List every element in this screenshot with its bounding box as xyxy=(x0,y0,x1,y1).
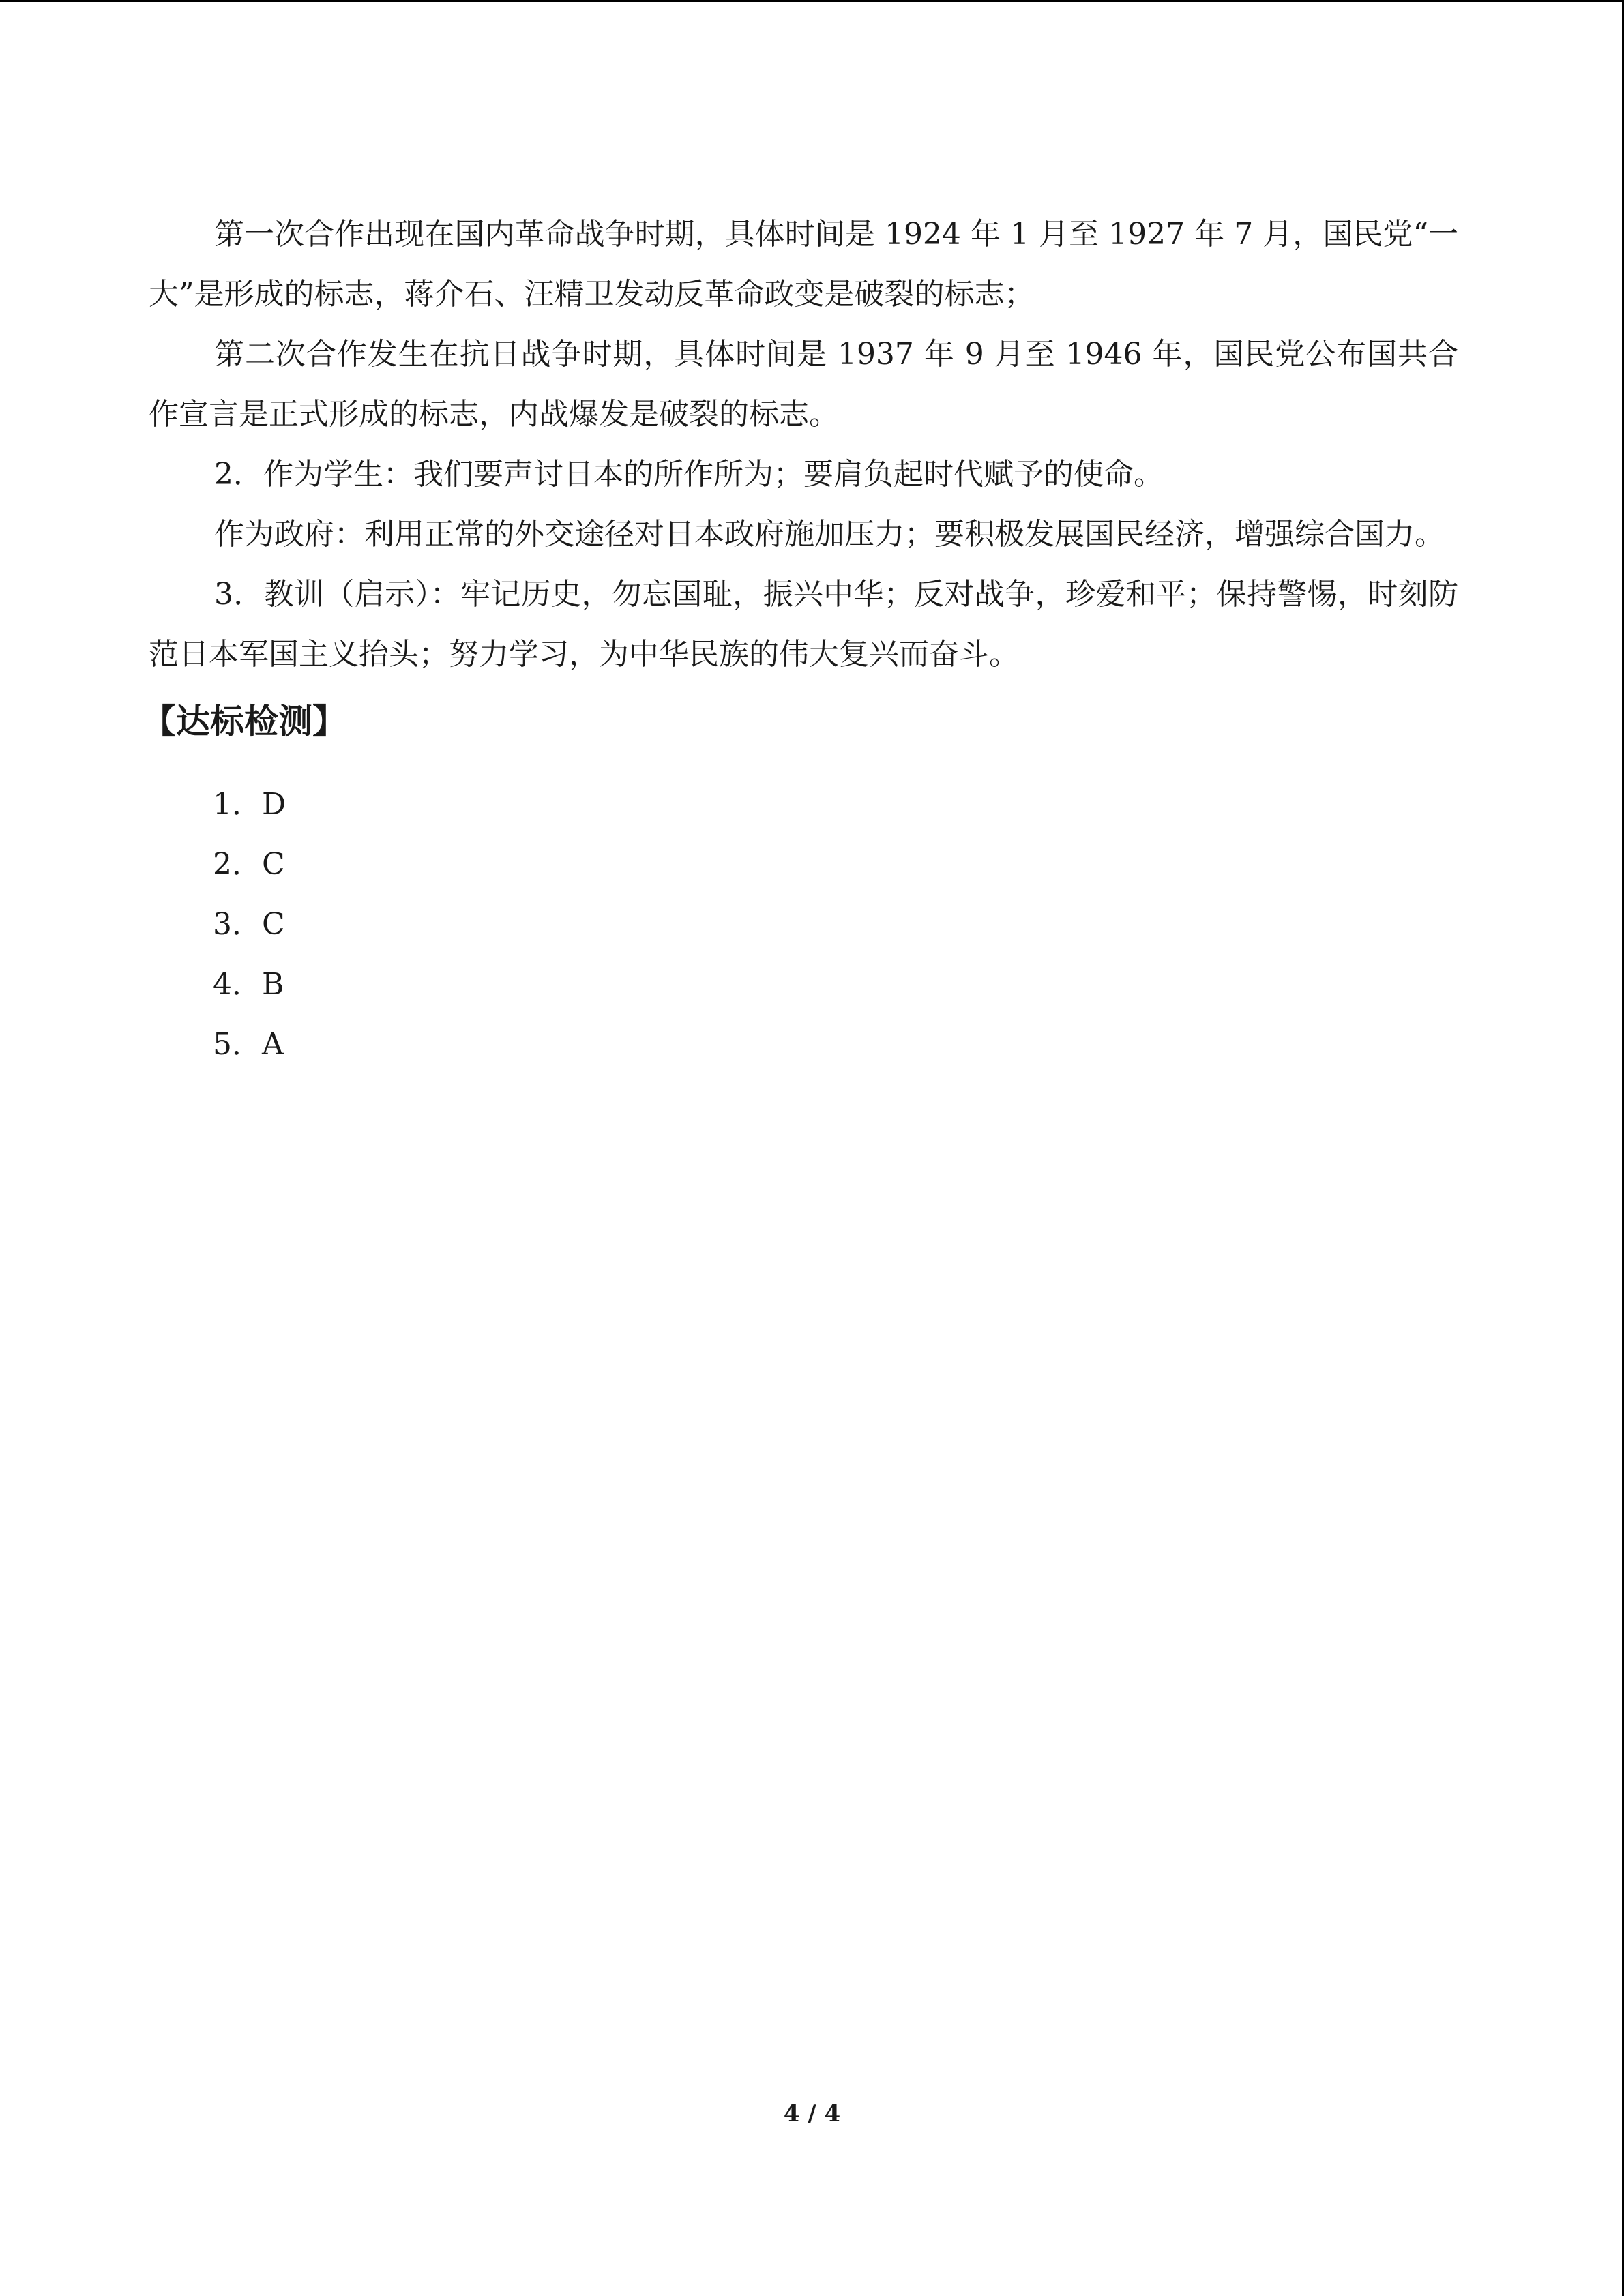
paragraph-student-role: 2．作为学生：我们要声讨日本的所作所为；要肩负起时代赋予的使命。 xyxy=(214,457,1164,492)
answer-item-1: 1．D xyxy=(213,787,286,822)
section-heading-assessment: 【达标检测】 xyxy=(142,702,346,741)
document-body xyxy=(142,205,1458,1075)
page-number: 4 / 4 xyxy=(783,2100,841,2128)
paragraph-lessons: 3．教训（启示）：牢记历史，勿忘国耻，振兴中华；反对战争，珍爱和平；保持警惕，时刻防范日本军国主义抬头；努力学习，为中华民族的伟大复兴而奋斗。 xyxy=(149,577,1458,672)
paragraph-government-role: 作为政府：利用正常的外交途径对日本政府施加压力；要积极发展国民经济，增强综合国力。 xyxy=(214,517,1445,552)
answer-item-2: 2．C xyxy=(213,847,285,882)
answer-item-3: 3．C xyxy=(213,907,285,942)
paragraph-second-cooperation: 第二次合作发生在抗日战争时期，具体时间是 1937 年 9 月至 1946 年，国民党公布国共合作宣言是正式形成的标志，内战爆发是破裂的标志。 xyxy=(149,337,1458,432)
answer-item-4: 4．B xyxy=(213,967,284,1002)
paragraph-first-cooperation: 第一次合作出现在国内革命战争时期，具体时间是 1924 年 1 月至 1927 年 7 月，国民党“一大”是形成的标志，蒋介石、汪精卫发动反革命政变是破裂的标志； xyxy=(149,217,1458,312)
answer-item-5: 5．A xyxy=(213,1027,284,1062)
answer-list xyxy=(149,775,1458,1075)
